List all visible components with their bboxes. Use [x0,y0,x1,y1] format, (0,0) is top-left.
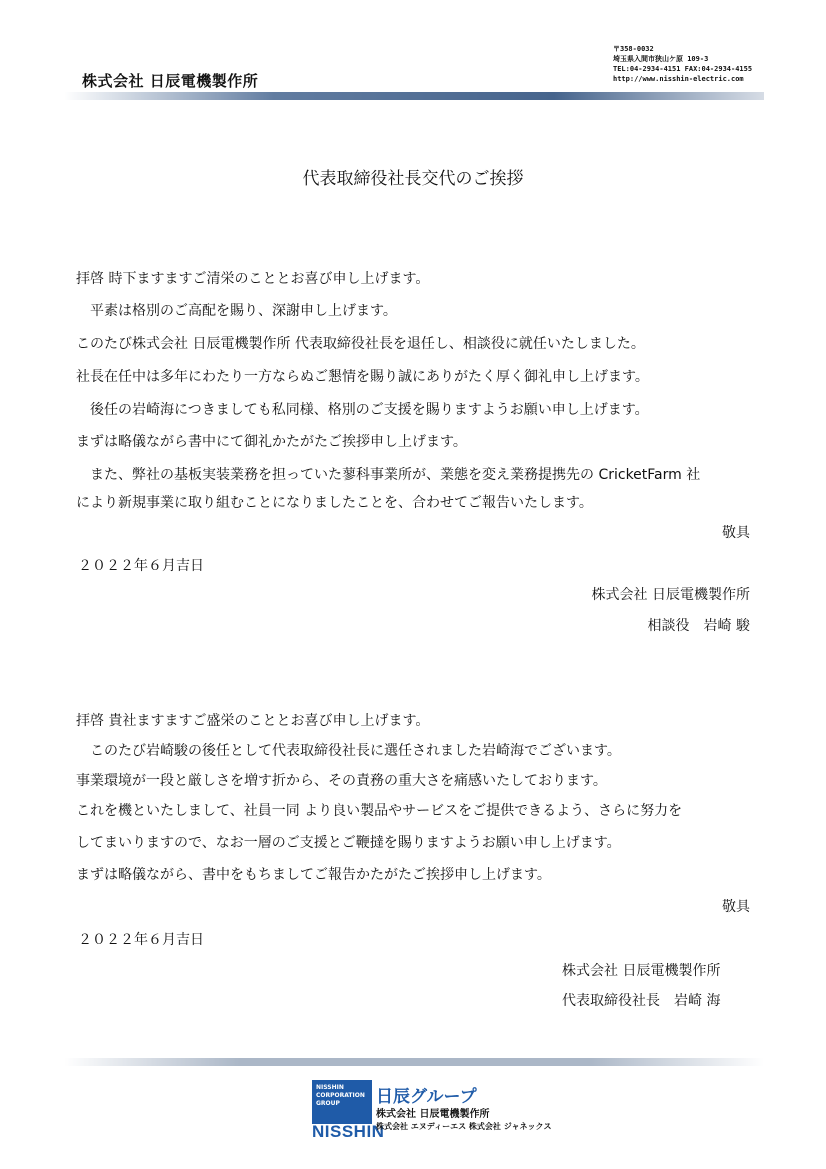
letter2-date: ２０２２年６月吉日 [78,932,204,948]
letter1-sender-name: 相談役 岩崎 駿 [647,618,750,634]
letter1-line: 平素は格別のご高配を賜り、深謝申し上げます。 [76,303,397,319]
letter2-line: このたび岩崎駿の後任として代表取締役社長に選任されました岩崎海でございます。 [76,743,621,759]
letter2-closing: 敬具 [722,899,750,915]
logo-box-line: NISSHIN [316,1084,344,1091]
phone-fax: TEL:04-2934-4151 FAX:04-2934-4155 [613,65,753,73]
group-member-primary: 株式会社 日辰電機製作所 [376,1109,490,1120]
page-title: 代表取締役社長交代のご挨拶 [302,169,524,189]
letter1-line: 後任の岩崎海につきましても私同様、格別のご支援を賜りますようお願い申し上げます。 [76,402,649,418]
logo-box-line: GROUP [316,1100,340,1107]
letter1-line: このたび株式会社 日辰電機製作所 代表取締役社長を退任し、相談役に就任いたしました。 [76,336,645,352]
nisshin-logo-icon [312,1080,372,1124]
footer-rule [64,1058,764,1066]
letter2-line: これを機といたしまして、社員一同 より良い製品やサービスをご提供できるよう、さらに努力を [76,803,683,819]
postal-code: 〒358-0032 [613,45,654,53]
letter1-line: により新規事業に取り組むことになりましたことを、合わせてご報告いたします。 [76,495,593,511]
letter2-line: まずは略儀ながら、書中をもちましてご報告かたがたご挨拶申し上げます。 [76,867,551,883]
website-link[interactable]: http://www.nisshin-electric.com [613,75,744,83]
company-name: 株式会社 日辰電機製作所 [82,72,259,90]
header-rule [64,92,764,100]
letter2-line: 拝啓 貴社ますますご盛栄のこととお喜び申し上げます。 [76,713,430,729]
letter1-line: また、弊社の基板実装業務を担っていた蓼科事業所が、業態を変え業務提携先の CricketFarm 社 [76,467,701,483]
letter1-date: ２０２２年６月吉日 [78,558,204,574]
letter1-sender-company: 株式会社 日辰電機製作所 [591,587,750,603]
group-member-others: 株式会社 エヌディーエス 株式会社 ジャネックス [376,1122,552,1131]
letter2-sender-company: 株式会社 日辰電機製作所 [562,963,721,979]
letter2-line: 事業環境が一段と厳しさを増す折から、その責務の重大さを痛感いたしております。 [76,773,607,789]
letter1-line: まずは略儀ながら書中にて御礼かたがたご挨拶申し上げます。 [76,434,467,450]
logo-wordmark: NISSHIN [312,1122,385,1141]
letter1-line: 社長在任中は多年にわたり一方ならぬご懇情を賜り誠にありがたく厚く御礼申し上げます。 [76,369,649,385]
letter2-line: してまいりますので、なお一層のご支援とご鞭撻を賜りますようお願い申し上げます。 [76,835,621,851]
contact-block [613,44,752,84]
letter1-line: 拝啓 時下ますますご清栄のこととお喜び申し上げます。 [76,271,430,287]
letter1-closing: 敬具 [722,525,750,541]
logo-box-line: CORPORATION [316,1092,365,1099]
letter2-sender-name: 代表取締役社長 岩崎 海 [562,993,721,1009]
address: 埼玉県入間市狭山ケ原 109-3 [613,55,709,63]
group-name: 日辰グループ [376,1087,477,1107]
